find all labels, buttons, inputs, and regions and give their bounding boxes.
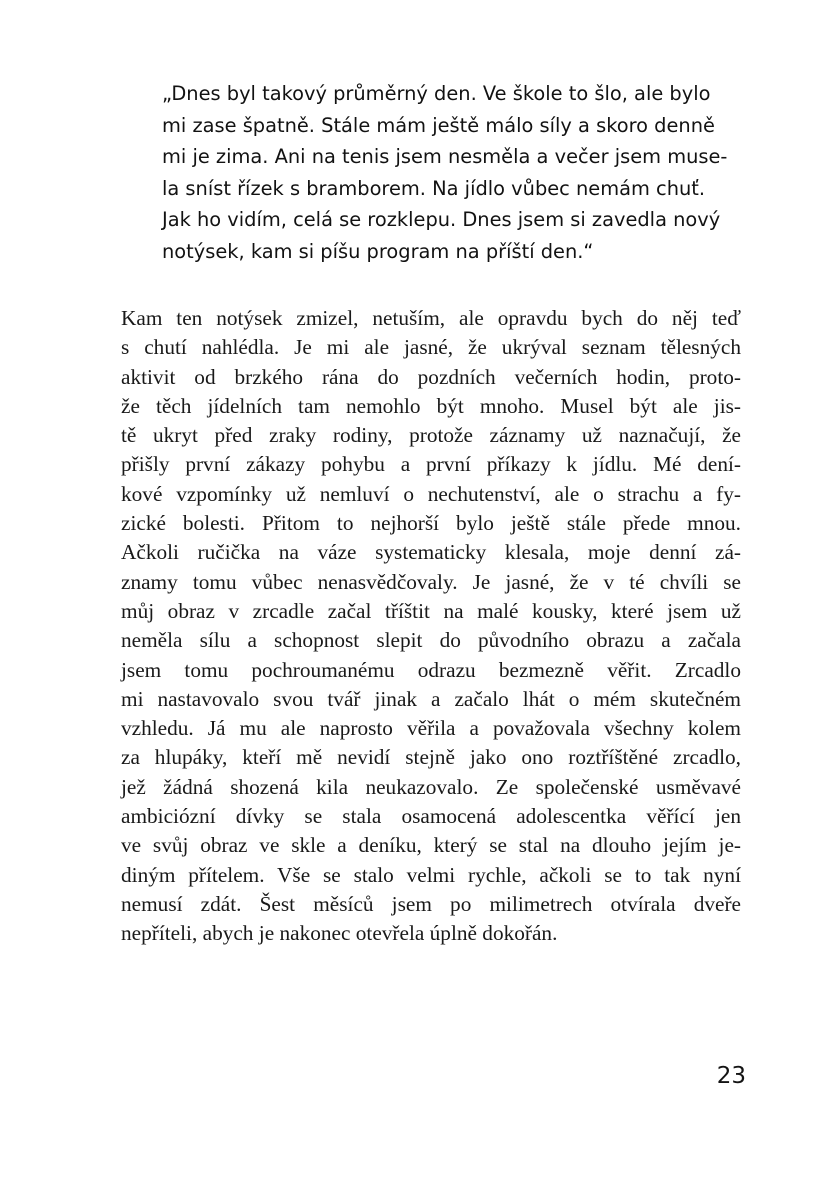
body-line-last: nepříteli, abych je nakonec otevřela úplně dokořán. (121, 921, 558, 946)
body-line: diným přítelem. Vše se stalo velmi rychle, ačkoli se to tak nyní (121, 862, 741, 887)
body-line: ve svůj obraz ve skle a deníku, který se stal na dlouho jejím je- (121, 833, 741, 858)
quote-line: Jak ho vidím, celá se rozklepu. Dnes jsem si zavedla nový (162, 208, 721, 232)
body-line: jsem tomu pochroumanému odrazu bezmezně věřit. Zrcadlo (121, 657, 741, 682)
body-line: nemusí zdát. Šest měsíců jsem po milimetrech otvírala dveře (121, 891, 741, 916)
quote-line: notýsek, kam si píšu program na příští den.“ (162, 239, 594, 263)
page-number: 23 (716, 1063, 746, 1089)
body-line: zické bolesti. Přitom to nejhorší bylo ještě stále přede mnou. (121, 511, 741, 536)
body-line: můj obraz v zrcadle začal tříštit na malé kousky, které jsem už (121, 598, 741, 623)
body-paragraph (121, 304, 741, 949)
body-line: Kam ten notýsek zmizel, netuším, ale opravdu bych do něj teď (121, 306, 741, 330)
body-line: Ačkoli ručička na váze systematicky klesala, moje denní zá- (121, 540, 741, 565)
body-line: jež žádná shozená kila neukazovalo. Ze společenské usměvavé (121, 774, 741, 799)
quote-line: „Dnes byl takový průměrný den. Ve škole to šlo, ale bylo (162, 82, 711, 105)
quote-line: mi je zima. Ani na tenis jsem nesměla a večer jsem muse- (162, 145, 728, 169)
body-line: kové vzpomínky už nemluví o nechutenství, ale o strachu a fy- (121, 481, 741, 506)
body-line: mi nastavovalo svou tvář jinak a začalo lhát o mém skutečném (121, 686, 741, 711)
body-line: s chutí nahlédla. Je mi ale jasné, že ukrýval seznam tělesných (121, 335, 741, 360)
body-line: ambiciózní dívky se stala osamocená adolescentka věřící jen (121, 804, 741, 829)
body-line: tě ukryt před zraky rodiny, protože záznamy už naznačují, že (121, 423, 741, 448)
body-line: neměla sílu a schopnost slepit do původního obrazu a začala (121, 628, 741, 653)
body-line: vzhledu. Já mu ale naprosto věřila a považovala všechny kolem (121, 716, 741, 741)
body-line: za hlupáky, kteří mě nevidí stejně jako ono roztříštěné zrcadlo, (121, 745, 741, 770)
diary-quote (162, 78, 742, 268)
body-line: znamy tomu vůbec nenasvědčovaly. Je jasné, že v té chvíli se (121, 569, 741, 594)
body-line: aktivit od brzkého rána do pozdních večerních hodin, proto- (121, 364, 741, 389)
body-line: přišly první zákazy pohybu a první příkazy k jídlu. Mé dení- (121, 452, 741, 477)
body-line: že těch jídelních tam nemohlo být mnoho. Musel být ale jis- (121, 393, 741, 418)
quote-line: mi zase špatně. Stále mám ještě málo síly a skoro denně (162, 113, 715, 137)
quote-line: la sníst řízek s bramborem. Na jídlo vůbec nemám chuť. (162, 176, 706, 200)
